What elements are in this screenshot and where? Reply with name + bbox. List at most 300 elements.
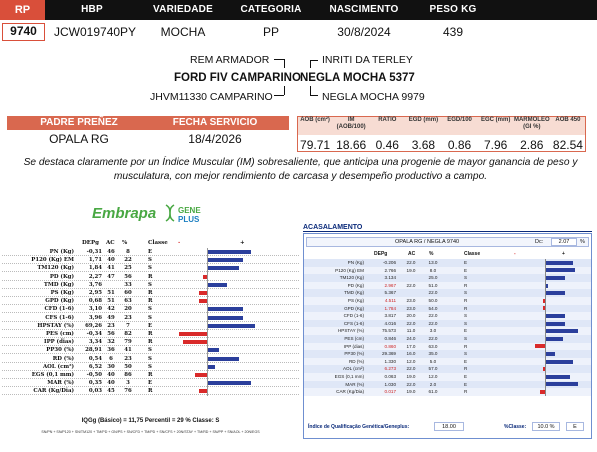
zero-line — [545, 259, 546, 396]
dep-bar — [545, 276, 565, 280]
trait-value: 0.46 — [375, 138, 399, 152]
cell-pct: 8 — [126, 249, 130, 255]
table-row — [2, 314, 299, 322]
cell-ac: 49 — [107, 314, 115, 321]
table-row — [304, 267, 591, 275]
nascimento-header: NASCIMENTO — [329, 4, 399, 15]
cell-pct: 35.0 — [428, 351, 438, 357]
col-ac: AC — [106, 240, 115, 246]
cell-ac: 51 — [107, 290, 115, 296]
cell-depg: 3,10 — [88, 306, 102, 313]
trait-label: AOB (cm²) — [300, 117, 330, 123]
cell-depg: 0,03 — [88, 388, 102, 395]
table-row — [304, 343, 591, 351]
cell-pct: 86 — [124, 372, 132, 378]
cell-cls: S — [148, 281, 152, 288]
cell-pct: 22 — [124, 257, 132, 264]
ped-line — [310, 86, 311, 95]
table-row — [2, 387, 299, 395]
dep-bar — [199, 299, 207, 303]
dep-bar — [535, 344, 545, 348]
peso-header: PESO KG — [429, 4, 477, 15]
hbp-value: JCW019740PY — [54, 25, 137, 39]
sire-label: PADRE PREÑEZ — [40, 117, 118, 128]
table-row — [304, 388, 591, 396]
cell-pct: 22.0 — [428, 320, 438, 326]
cell-pct: 3 — [126, 380, 130, 387]
cell-cls: S — [464, 336, 468, 341]
dep-bar — [207, 357, 239, 361]
class-value: E — [566, 422, 584, 431]
cell-depg: 0.860 — [384, 343, 396, 349]
col-plus: + — [240, 240, 245, 246]
dep-bar — [207, 307, 243, 311]
cell-depg: 2.967 — [384, 282, 396, 288]
pct-class-label: %Classe: — [504, 424, 527, 430]
dep-bar — [207, 258, 243, 262]
geneplus-logo — [178, 206, 201, 224]
cell-cls: R — [148, 388, 153, 395]
trait-label: EGD (mm) — [408, 117, 439, 123]
cell-depg: 0,35 — [88, 380, 102, 387]
cell-trait: GPD (Kg) — [344, 305, 364, 311]
cell-trait: PN (Kg) — [347, 260, 364, 265]
cell-depg: -0.206 — [382, 260, 396, 265]
cell-pct: 57.0 — [428, 366, 438, 372]
cell-depg: 6.273 — [384, 366, 396, 372]
dam: NEGLA MOCHA 5377 — [300, 72, 415, 84]
cell-pct: 56 — [124, 273, 132, 280]
left-table-legend: SN/PN + SN/P120 + SN/TM120 + TM/PD + GN/PS + SN/CFD + TM/PD + SN/CFS + 20N/STAY + TM/RD + SN/PP + SN/AOL + 20N/EGS — [41, 430, 260, 434]
cell-cls: R — [464, 343, 468, 349]
cell-cls: S — [148, 306, 152, 313]
sire-dam: JHVM11330 CAMPARINO — [150, 91, 273, 103]
table-row — [304, 350, 591, 358]
cell-depg: -0,31 — [86, 249, 102, 255]
cell-ac: 42 — [107, 306, 115, 313]
cell-pct: 79 — [124, 339, 132, 346]
cell-ac: 36 — [107, 347, 115, 354]
table-row — [304, 320, 591, 328]
cell-pct: 82 — [124, 331, 132, 337]
trait-label: EGD/100 — [447, 117, 472, 123]
right-table-header — [304, 251, 591, 259]
dep-bar — [545, 360, 573, 364]
cell-depg: 2.766 — [384, 267, 396, 273]
table-row — [304, 373, 591, 381]
cell-cls: R — [464, 298, 468, 303]
cell-trait: PN (Kg) — [49, 249, 74, 255]
cell-cls: S — [148, 363, 152, 370]
cell-trait: TMD (Kg) — [344, 290, 364, 296]
sire: FORD FIV CAMPARINO — [174, 72, 301, 84]
cell-ac: 40 — [107, 372, 115, 378]
ped-line — [310, 60, 318, 61]
dc-unit: % — [580, 239, 585, 245]
table-row — [304, 297, 591, 305]
cell-depg: 1,71 — [88, 257, 102, 264]
cell-ac: 6 — [109, 355, 113, 362]
cell-ac: 41 — [107, 265, 115, 272]
cell-trait: HPSTAY (%) — [37, 322, 74, 329]
dc-value: 2.07 — [551, 238, 577, 246]
cell-ac: 45 — [107, 388, 115, 395]
cell-trait: PS (Kg) — [50, 290, 74, 296]
cell-depg: 29.369 — [381, 351, 396, 357]
zero-line — [207, 248, 208, 396]
cell-ac: 40 — [107, 257, 115, 264]
ped-line — [310, 60, 311, 68]
table-row — [2, 346, 299, 354]
table-row — [304, 289, 591, 297]
col-depg: DEPg — [374, 251, 388, 257]
cell-pct: 51.0 — [428, 282, 438, 288]
cell-depg: 3,96 — [88, 314, 102, 321]
cell-trait: RD (%) — [52, 355, 74, 362]
cell-ac: 22.0 — [406, 282, 416, 288]
cell-trait: CFD (1-6) — [44, 306, 74, 313]
dep-bar — [183, 340, 207, 344]
cell-pct: 20 — [124, 306, 132, 313]
dam-dam: NEGLA MOCHA 9979 — [322, 91, 425, 103]
variedade-header: VARIEDADE — [153, 4, 213, 15]
dep-bar — [545, 268, 575, 272]
cell-depg: 75.573 — [381, 328, 396, 334]
trait-value: 79.71 — [300, 138, 331, 152]
mating-subtitle-bar — [306, 237, 589, 247]
qualification-value: 18.00 — [434, 422, 464, 431]
cell-depg: 5.367 — [384, 290, 396, 296]
cell-pct: 7 — [126, 322, 130, 329]
cell-depg: 0.063 — [384, 374, 396, 379]
cell-pct: 8.0 — [429, 267, 437, 273]
cell-trait: PS (Kg) — [347, 298, 364, 303]
cell-ac: 51 — [107, 298, 115, 305]
cell-depg: 1.030 — [384, 381, 396, 387]
cell-depg: -0,34 — [86, 331, 102, 337]
cell-cls: S — [464, 351, 468, 357]
trait-label: MARMOLEO (GI %) — [513, 117, 550, 130]
cell-trait: PD (Kg) — [49, 273, 74, 280]
embrapa-logo-text: Embrapa — [92, 205, 157, 222]
table-row — [2, 256, 299, 264]
cell-cls: S — [148, 265, 152, 272]
cell-pct: 22.0 — [428, 290, 438, 296]
table-row — [2, 338, 299, 346]
cell-depg: 2,27 — [88, 273, 102, 280]
cell-cls: S — [148, 257, 152, 264]
cell-ac: 56 — [107, 331, 115, 337]
cell-pct: 33 — [124, 281, 132, 288]
cell-cls: E — [464, 328, 468, 334]
cell-depg: 3.817 — [384, 313, 396, 319]
table-row — [2, 379, 299, 387]
table-row — [2, 371, 299, 379]
cell-trait: CAR (Kg/Dia) — [33, 388, 74, 395]
dep-bar — [545, 329, 578, 333]
cell-trait: AOL (cm²) — [342, 366, 364, 372]
cell-cls: R — [148, 290, 153, 296]
cell-cls: R — [464, 305, 468, 311]
cell-cls: S — [148, 347, 152, 354]
cell-pct: 76 — [124, 388, 132, 395]
dam-sire: INRITI DA TERLEY — [322, 54, 413, 66]
dep-bar — [207, 266, 239, 270]
ped-line — [274, 95, 284, 96]
variedade-value: MOCHA — [160, 25, 206, 39]
cell-cls: E — [464, 260, 468, 265]
cell-depg: 3,34 — [88, 339, 102, 346]
table-row — [304, 259, 591, 267]
table-row — [304, 381, 591, 389]
col-ac: AC — [408, 251, 416, 257]
cell-trait: EGS (0,1 mm) — [31, 372, 74, 378]
dep-bar — [207, 250, 251, 254]
trait-label: EGC (mm) — [481, 117, 511, 123]
cell-ac: 22.0 — [406, 381, 416, 387]
cell-depg: 0.846 — [384, 336, 396, 341]
cell-trait: TM120 (Kg) — [37, 265, 74, 272]
cell-trait: AOL (cm²) — [43, 363, 74, 370]
cell-ac: 47 — [107, 273, 115, 280]
cell-pct: 25 — [124, 265, 132, 272]
cell-pct: 61.0 — [428, 389, 438, 395]
cell-depg: 1,84 — [88, 265, 102, 272]
cell-depg: 1.784 — [384, 305, 396, 311]
cell-cls: S — [464, 313, 468, 319]
cell-pct: 23 — [124, 355, 132, 362]
dep-bar — [207, 348, 219, 352]
cell-trait: PES (cm) — [45, 331, 74, 337]
table-row — [2, 264, 299, 272]
cell-ac: 46 — [107, 249, 115, 255]
cell-depg: 1.330 — [384, 358, 396, 364]
cell-cls: S — [464, 320, 468, 326]
cell-ac: 16.0 — [406, 351, 416, 357]
col-classe: Classe — [148, 240, 168, 246]
cell-cls: S — [464, 275, 468, 281]
cell-trait: TMD (Kg) — [43, 281, 74, 288]
cell-ac: 19.0 — [406, 389, 416, 395]
dep-bar — [545, 261, 573, 265]
cell-trait: CFD (1-6) — [343, 313, 364, 319]
cell-trait: HPSTAY (%) — [337, 328, 364, 334]
cell-pct: 63 — [124, 298, 132, 305]
cell-pct: 3.0 — [429, 328, 437, 334]
cell-ac: 20.0 — [406, 313, 416, 319]
qualification-label: Índice de Qualificação Genética/Geneplus: — [308, 424, 410, 430]
peso-value: 439 — [442, 25, 464, 39]
table-row — [2, 322, 299, 330]
table-row — [2, 281, 299, 289]
cell-cls: S — [148, 314, 152, 321]
cell-ac: 17.0 — [406, 343, 416, 349]
dep-bar — [545, 314, 565, 318]
col-minus: - — [178, 240, 181, 246]
rp-header: RP — [0, 0, 45, 20]
sire-sire: REM ARMADOR — [190, 54, 270, 66]
ped-line — [274, 59, 284, 60]
cell-pct: 23 — [124, 314, 132, 321]
trait-value: 2.86 — [520, 138, 544, 152]
cell-pct: 13.0 — [428, 260, 438, 265]
cell-cls: R — [464, 389, 468, 395]
table-row — [304, 305, 591, 313]
trait-value: 18.66 — [336, 138, 367, 152]
cell-ac: 32 — [107, 339, 115, 346]
table-row — [2, 289, 299, 297]
col-pct: % — [122, 240, 128, 246]
cell-ac: 23.0 — [406, 305, 416, 311]
cell-cls: R — [464, 282, 468, 288]
cell-trait: MAR (%) — [47, 380, 74, 387]
col-minus: - — [514, 251, 516, 257]
dep-bar — [207, 365, 215, 369]
hbp-header: HBP — [81, 4, 103, 15]
cell-ac: 23.0 — [406, 298, 416, 303]
cell-cls: R — [148, 273, 153, 280]
service-date-value: 18/4/2026 — [188, 132, 242, 146]
categoria-header: CATEGORIA — [240, 4, 302, 15]
cell-trait: PD (Kg) — [347, 282, 364, 288]
cell-ac: 19.0 — [406, 267, 416, 273]
col-plus: + — [562, 251, 565, 257]
genetic-evaluation-table — [2, 240, 299, 440]
dep-bar — [545, 352, 555, 356]
table-row — [304, 274, 591, 282]
mating-subtitle: OPALA RG / NEGLA 9740 — [395, 239, 460, 245]
trait-label: IM (AOB/100) — [336, 117, 366, 130]
geneplus-logo-text: GENE — [178, 206, 201, 215]
cell-ac: 22.0 — [406, 366, 416, 372]
trait-label: AOB 450 — [555, 117, 581, 123]
col-classe: Classe — [464, 251, 481, 257]
cell-cls: S — [464, 290, 468, 296]
cell-pct: 60 — [124, 290, 132, 296]
dep-bar — [545, 337, 563, 341]
dep-bar — [195, 373, 207, 377]
table-row — [304, 327, 591, 335]
cell-cls: E — [148, 322, 153, 329]
table-row — [2, 305, 299, 313]
cell-trait: CFS (1-6) — [45, 314, 74, 321]
ped-line — [310, 95, 318, 96]
col-pct: % — [429, 251, 434, 257]
trait-value: 82.54 — [552, 138, 583, 152]
cell-cls: E — [464, 267, 468, 273]
cell-ac: 22.0 — [406, 260, 416, 265]
cell-trait: PP30 (%) — [46, 347, 74, 354]
cell-cls: E — [464, 381, 468, 387]
cell-trait: PES (cm) — [344, 336, 364, 341]
cell-ac: 40 — [107, 380, 115, 387]
cell-depg: 28,91 — [85, 347, 102, 354]
sire-value: OPALA RG — [49, 132, 109, 146]
cell-cls: E — [148, 249, 153, 255]
ped-line — [284, 59, 285, 68]
cell-pct: 2.0 — [429, 381, 437, 387]
cell-depg: 0.017 — [384, 389, 396, 395]
cell-cls: R — [464, 366, 468, 372]
cell-ac: 22.0 — [406, 320, 416, 326]
cell-cls: R — [148, 372, 153, 378]
cell-pct: 22.0 — [428, 313, 438, 319]
cell-pct: 12.0 — [428, 374, 438, 379]
table-row — [304, 282, 591, 290]
embrapa-logo — [92, 205, 156, 222]
cell-trait: IPP (dias) — [343, 343, 364, 349]
table-row — [2, 273, 299, 281]
cell-trait: EGS (0,1 mm) — [334, 374, 364, 379]
cell-pct: 22.0 — [428, 336, 438, 341]
title-rule — [303, 231, 592, 232]
table-row — [2, 297, 299, 305]
cell-cls: R — [148, 339, 153, 346]
dep-bar — [199, 291, 207, 295]
cell-pct: 25.0 — [428, 275, 438, 281]
pct-class-value: 10.0 % — [532, 422, 560, 431]
dc-label: Dc: — [535, 239, 544, 245]
ped-line — [284, 86, 285, 95]
table-row — [304, 358, 591, 366]
left-table-header — [2, 240, 299, 247]
cell-trait: TM120 (Kg) — [339, 275, 364, 281]
trait-label: RATIO — [378, 117, 397, 123]
cell-depg: 3,76 — [88, 281, 102, 288]
cell-depg: -0,50 — [86, 372, 102, 378]
cell-pct: 50.0 — [428, 298, 438, 303]
left-table-footer: IQGg (Básico) = 11,75 Percentil = 29 % Classe: S — [81, 418, 220, 424]
table-row — [2, 363, 299, 371]
table-row — [2, 355, 299, 363]
dep-bar — [179, 332, 207, 336]
cell-ac: 12.0 — [406, 358, 416, 364]
cell-trait: RD (%) — [348, 358, 364, 364]
table-row — [2, 248, 299, 256]
dep-bar — [207, 316, 243, 320]
cell-trait: P120 (Kg) EM — [335, 267, 364, 273]
trait-value: 0.86 — [447, 138, 472, 152]
dep-bar — [545, 322, 565, 326]
cell-trait: PP30 (%) — [344, 351, 364, 357]
dep-bar — [207, 381, 251, 385]
dep-bar — [545, 291, 565, 295]
cell-trait: GPD (Kg) — [45, 298, 74, 305]
table-row — [304, 365, 591, 373]
nascimento-value: 30/8/2024 — [337, 25, 391, 39]
dep-bar — [207, 283, 227, 287]
col-depg: DEPg — [82, 240, 99, 246]
cell-depg: 4.511 — [384, 298, 396, 303]
dep-bar — [545, 375, 570, 379]
rp-value: 9740 — [2, 23, 45, 41]
cell-ac: 30 — [107, 363, 115, 370]
dep-bar — [199, 389, 207, 393]
table-row — [304, 312, 591, 320]
cell-trait: CFS (1-6) — [343, 320, 364, 326]
dep-bar — [545, 382, 578, 386]
mating-table — [303, 233, 592, 439]
geneplus-logo-text: PLUS — [178, 215, 200, 224]
cell-depg: 0,54 — [88, 355, 102, 362]
cell-cls: S — [148, 355, 152, 362]
cell-pct: 41 — [124, 347, 132, 354]
cell-trait: MAR (%) — [345, 381, 364, 387]
cell-ac: 19.0 — [406, 374, 416, 379]
cell-ac: 11.0 — [406, 328, 416, 334]
cell-trait: IPP (dias) — [44, 339, 74, 346]
table-row — [304, 335, 591, 343]
